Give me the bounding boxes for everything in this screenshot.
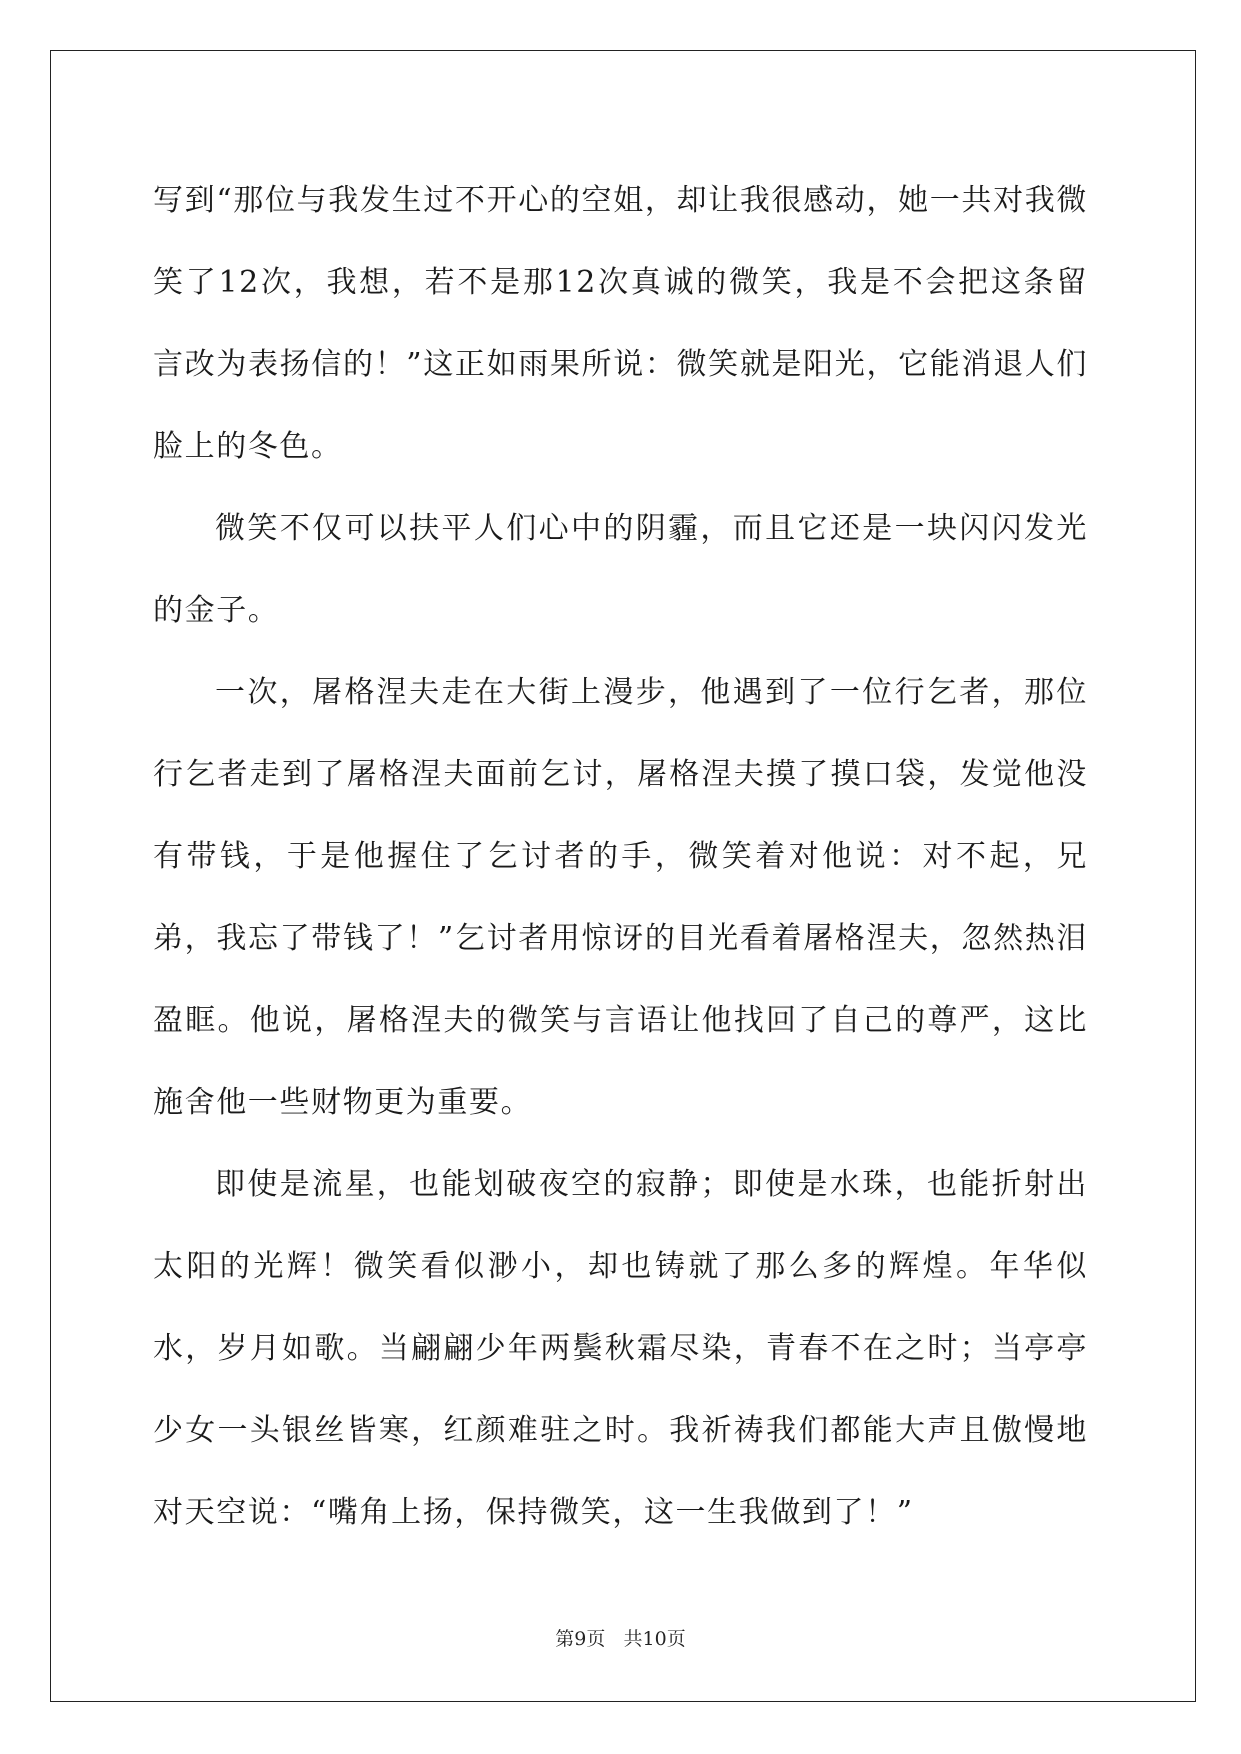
paragraph-2: 微笑不仅可以扶平人们心中的阴霾，而且它还是一块闪闪发光的金子。 xyxy=(153,511,1088,628)
paragraph-4: 即使是流星，也能划破夜空的寂静；即使是水珠，也能折射出太阳的光辉！微笑看似渺小，却也铸就了那么多的辉煌。年华似水，岁月如歌。当翩翩少年两鬓秋霜尽染，青春不在之时；当亭亭少女一头银丝皆寒，红颜难驻之时。我祈祷我们都能大声且傲慢地对天空说：“嘴角上扬，保持微笑，这一生我做到了！” xyxy=(153,1167,1088,1530)
document-body xyxy=(153,160,1088,1554)
paragraph-1: 写到“那位与我发生过不开心的空姐，却让我很感动，她一共对我微笑了12次，我想，若不是那12次真诚的微笑，我是不会把这条留言改为表扬信的！”这正如雨果所说：微笑就是阳光，它能消退人们脸上的冬色。 xyxy=(153,183,1088,464)
page-footer xyxy=(0,1624,1241,1651)
page-total: 共10页 xyxy=(623,1628,686,1650)
page-number: 第9页 xyxy=(555,1628,606,1650)
footer-gap xyxy=(605,1628,623,1650)
paragraph-3: 一次，屠格涅夫走在大街上漫步，他遇到了一位行乞者，那位行乞者走到了屠格涅夫面前乞讨，屠格涅夫摸了摸口袋，发觉他没有带钱，于是他握住了乞讨者的手，微笑着对他说：对不起，兄弟，我忘了带钱了！”乞讨者用惊讶的目光看着屠格涅夫，忽然热泪盈眶。他说，屠格涅夫的微笑与言语让他找回了自己的尊严，这比施舍他一些财物更为重要。 xyxy=(153,675,1088,1120)
